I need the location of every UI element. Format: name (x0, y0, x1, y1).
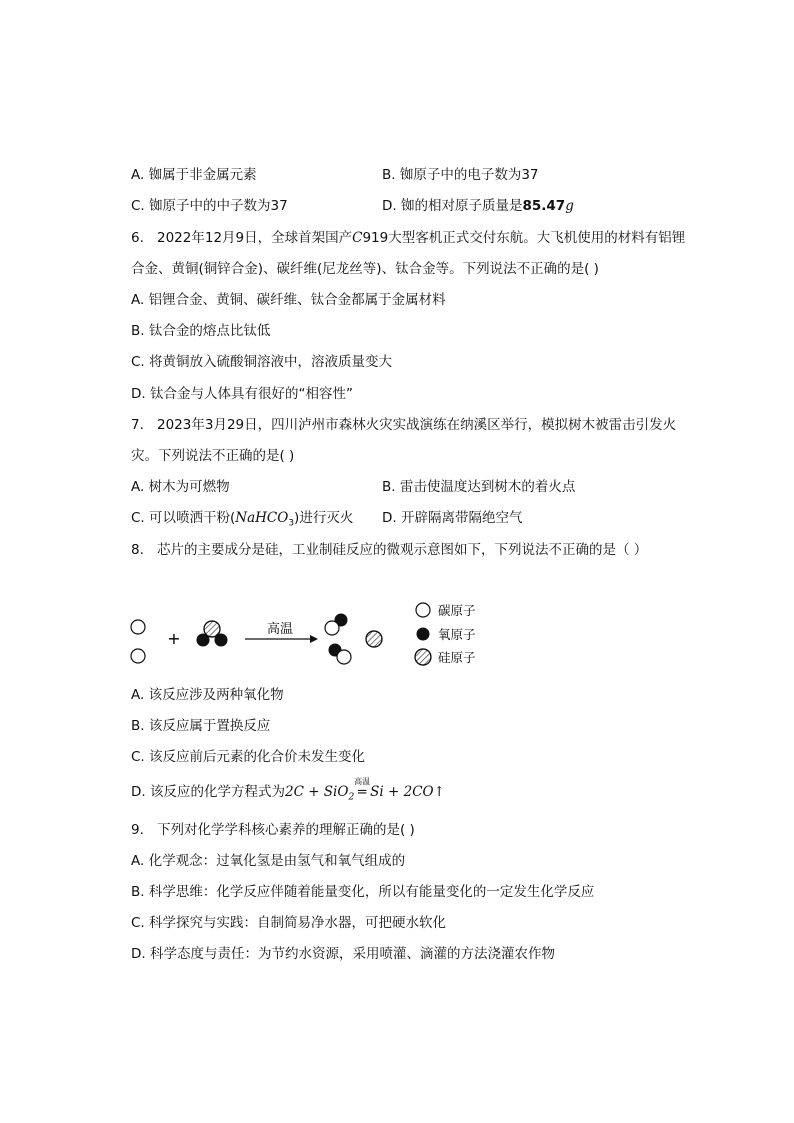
q7-stem-line2: 灾。下列说法不正确的是( ) (131, 448, 295, 464)
q9-option-b: B. 科学思维：化学反应伴随着能量变化，所以有能量变化的一定发生化学反应 (131, 884, 595, 900)
q6-option-b: B. 钛合金的熔点比钛低 (131, 323, 271, 339)
q8-number: 8. (131, 542, 144, 558)
q8-option-c: C. 该反应前后元素的化合价未发生变化 (131, 749, 366, 765)
carbon-atom (325, 621, 339, 635)
q7-option-c-prefix: C. 可以喷洒干粉( (131, 510, 236, 526)
q6-option-a: A. 铝锂合金、黄铜、碳纤维、钛合金都属于金属材料 (131, 292, 446, 308)
q7-option-d: D. 开辟隔离带隔绝空气 (382, 510, 523, 526)
q8-eq-sub: 2 (348, 792, 355, 803)
q7-option-c-sub: 3 (288, 518, 295, 529)
legend-silicon-hatch (415, 649, 431, 665)
q5-option-c: C. 铷原子中的中子数为37 (131, 198, 288, 214)
q8-option-b: B. 该反应属于置换反应 (131, 718, 271, 734)
q6-option-c: C. 将黄铜放入硫酸铜溶液中，溶液质量变大 (131, 354, 393, 370)
q8-option-a: A. 该反应涉及两种氧化物 (131, 687, 284, 703)
q8-option-d (131, 777, 445, 807)
legend-carbon-label: 碳原子 (438, 603, 476, 618)
q5-option-a: A. 铷属于非金属元素 (131, 167, 257, 183)
carbon-atom (131, 649, 145, 663)
q6-stem-b: 919大型客机正式交付东航。大飞机使用的材料有铝锂 (362, 230, 686, 246)
legend-oxygen-swatch (417, 628, 430, 641)
q9-stem-text: 下列对化学学科核心素养的理解正确的是( ) (157, 822, 415, 838)
q5-option-d-value: 85.47 (522, 198, 566, 214)
q5-option-d-prefix: D. 铷的相对原子质量是 (382, 198, 523, 214)
q6-stem-a: 2022年12月9日，全球首架国产 (157, 230, 353, 246)
legend-silicon-label: 硅原子 (438, 650, 476, 665)
q8-stem (131, 541, 647, 559)
q8-eq-right: Si + 2CO↑ (370, 784, 445, 800)
q6-stem-italic: C (352, 230, 363, 246)
q6-stem-line1 (131, 229, 685, 247)
q7-option-b: B. 雷击使温度达到树木的着火点 (382, 479, 576, 495)
q5-option-d (382, 197, 574, 215)
carbon-atom (337, 650, 351, 664)
q6-option-d: D. 钛合金与人体具有很好的“相容性” (131, 386, 353, 402)
q5-option-b: B. 铷原子中的电子数为37 (382, 167, 539, 183)
q7-option-a: A. 树木为可燃物 (131, 479, 230, 495)
q9-option-c: C. 科学探究与实践：自制简易净水器，可把硬水软化 (131, 915, 447, 931)
q8-eq-left: 2C + SiO (284, 784, 349, 800)
silicon-atom-hatch (204, 621, 220, 637)
q7-option-c (131, 509, 353, 533)
reaction-condition: 高温 (266, 622, 294, 637)
plus-sign: + (167, 629, 181, 648)
q7-number: 7. (131, 417, 144, 433)
q8-stem-text: 芯片的主要成分是硅，工业制硅反应的微观示意图如下，下列说法不正确的是（ ） (157, 542, 648, 558)
reaction-micro-diagram (120, 595, 500, 675)
q8-eq-sign: = (356, 784, 368, 800)
q7-option-c-suffix: )进行灭火 (294, 510, 354, 526)
q9-option-a: A. 化学观念：过氧化氢是由氢气和氧气组成的 (131, 853, 406, 869)
q5-option-d-unit: g (565, 198, 574, 214)
q7-option-c-formula: NaHCO (235, 510, 289, 526)
silicon-atom-hatch (366, 631, 382, 647)
arrow-head (310, 635, 318, 643)
q6-stem-line2: 合金、黄铜(铜锌合金)、碳纤维(尼龙丝等)、钛合金等。下列说法不正确的是( ) (131, 261, 599, 277)
q9-option-d: D. 科学态度与责任：为节约水资源，采用喷灌、滴灌的方法浇灌农作物 (131, 946, 555, 962)
legend-carbon-swatch (416, 603, 430, 617)
q9-number: 9. (131, 822, 144, 838)
q8-eq-condition: 高温 (354, 777, 371, 786)
carbon-atom (131, 620, 145, 634)
q6-number: 6. (131, 230, 144, 246)
q9-stem (131, 821, 415, 839)
q8-eq-sign-stack (354, 777, 371, 801)
legend-oxygen-label: 氧原子 (438, 627, 476, 642)
q7-stem-text: 2023年3月29日，四川泸州市森林火灾实战演练在纳溪区举行，模拟树木被雷击引发火 (157, 417, 677, 433)
q7-stem-line1 (131, 416, 676, 434)
q8-option-d-prefix: D. 该反应的化学方程式为 (131, 784, 285, 800)
